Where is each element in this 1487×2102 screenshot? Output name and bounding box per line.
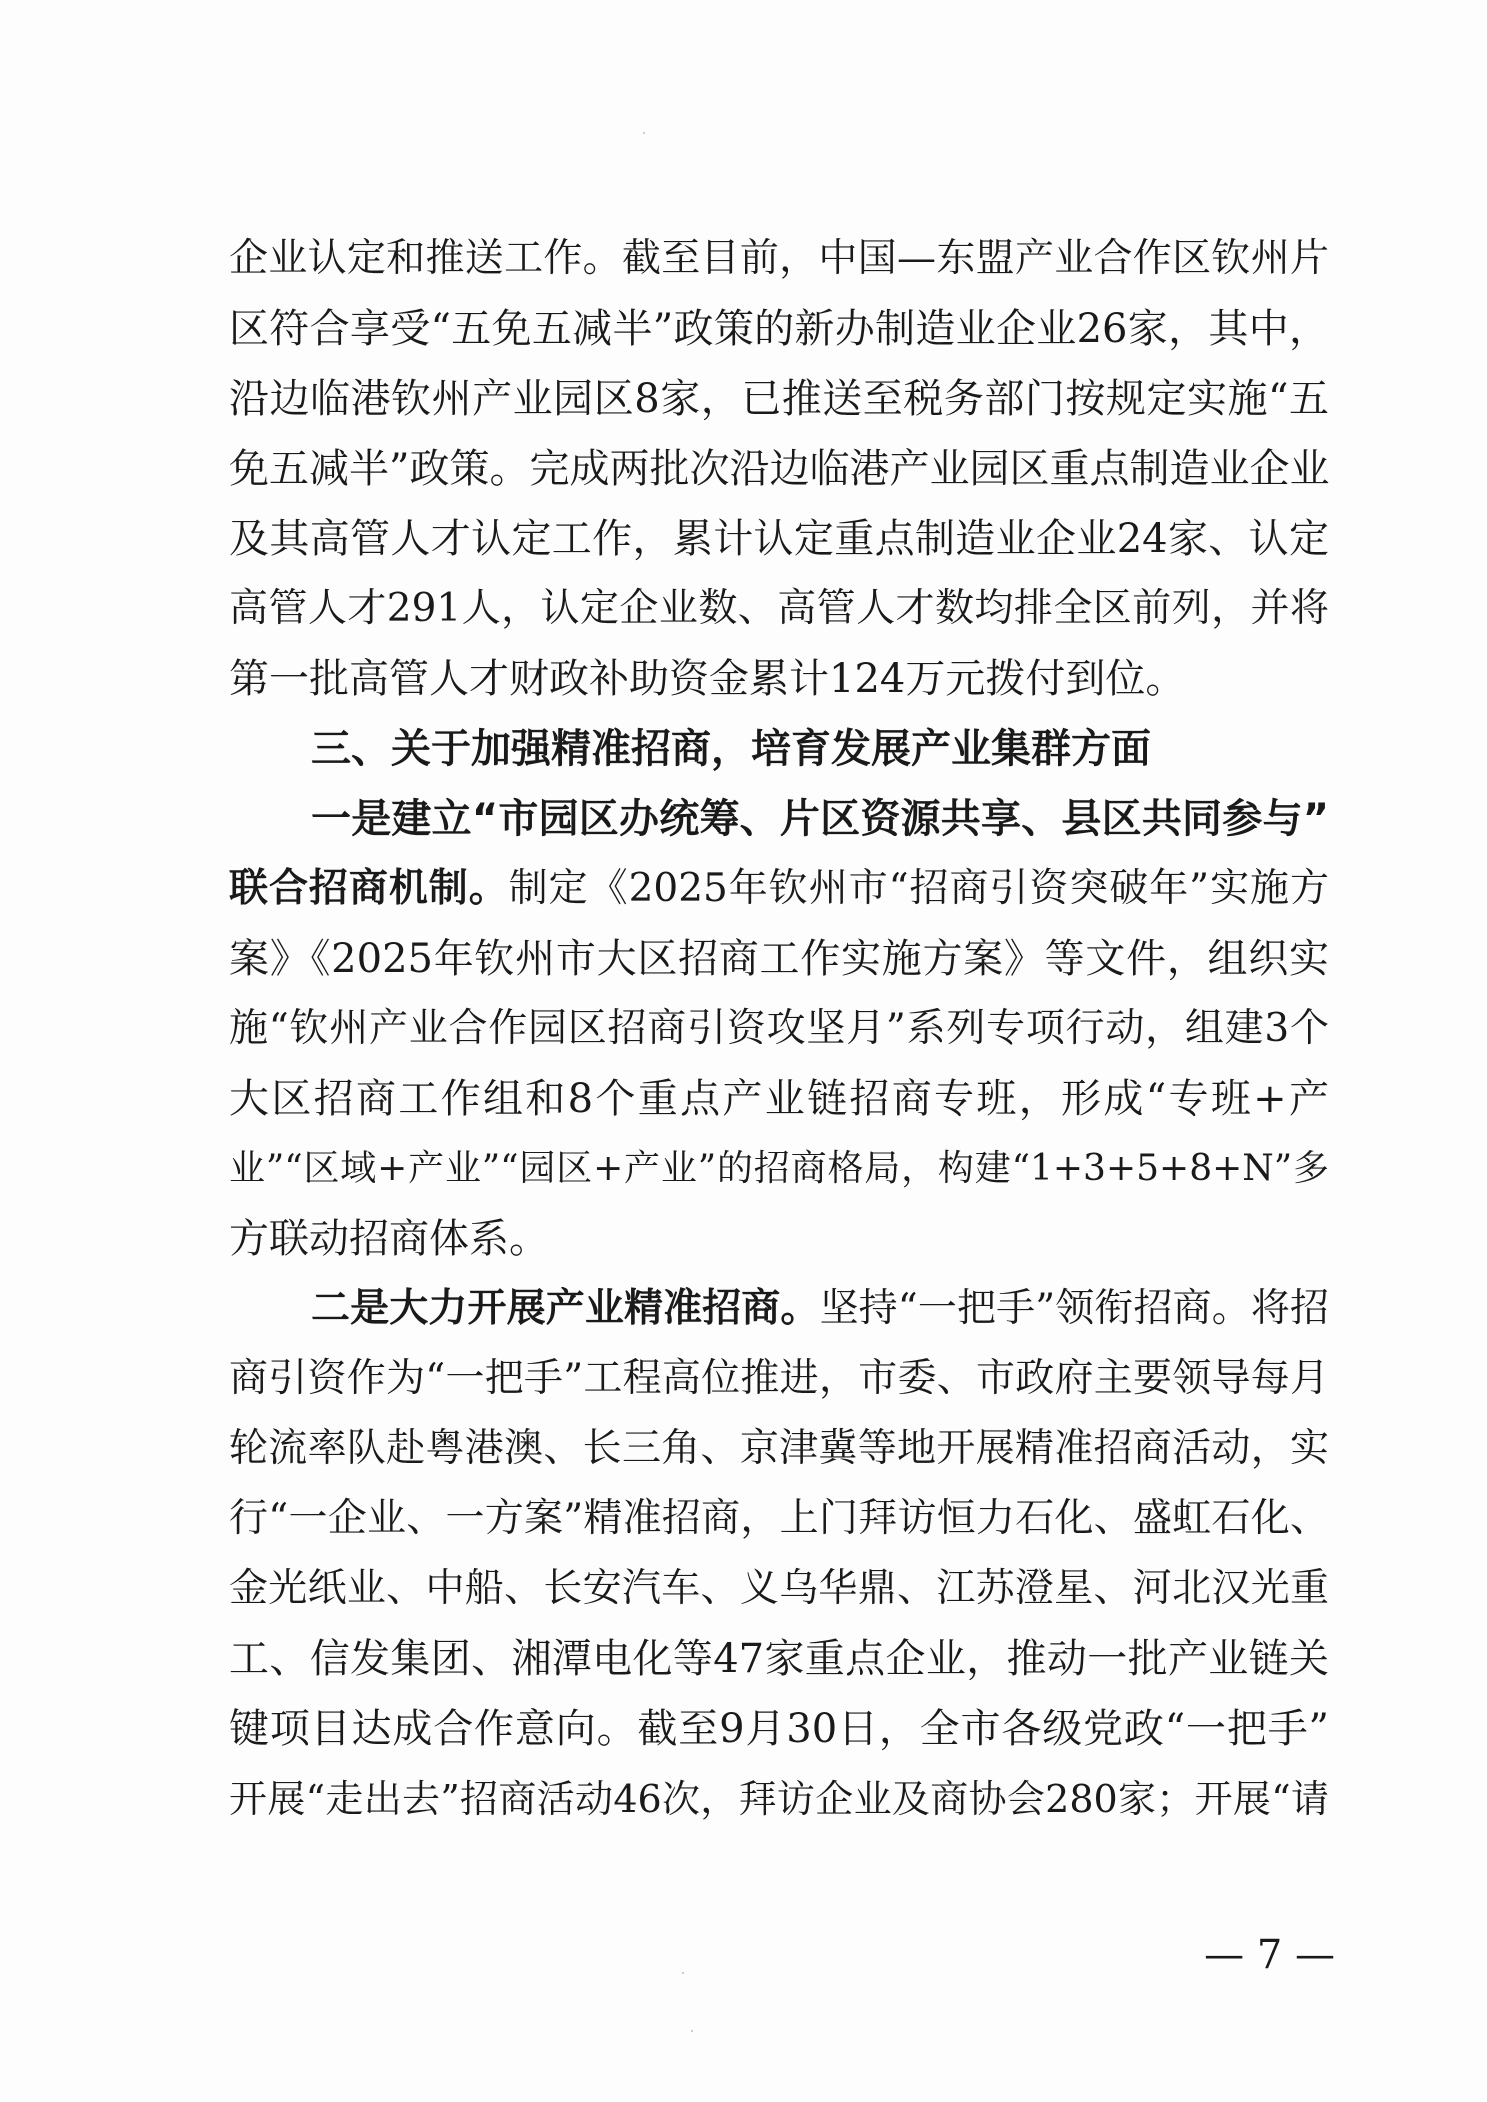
p2-line-2-rest: 制定《2025年钦州市“招商引资突破年”实施方 <box>508 866 1329 911</box>
p2-line-3: 案》《2025年钦州市大区招商工作实施方案》等文件，组织实 <box>229 936 1329 982</box>
p3-line-5: 金光纸业、中船、长安汽车、义乌华鼎、江苏澄星、河北汉光重 <box>229 1566 1329 1611</box>
p1-line-7: 第一批高管人才财政补助资金累计124万元拨付到位。 <box>229 656 1186 702</box>
p1-line-6: 高管人才291人，认定企业数、高管人才数均排全区前列，并将 <box>229 586 1329 631</box>
p3-line-7: 键项目达成合作意向。截至9月30日，全市各级党政“一把手” <box>229 1706 1329 1752</box>
p2-line-7: 方联动招商体系。 <box>229 1216 549 1262</box>
p2-line-2 <box>229 854 1329 924</box>
p3-line-2: 商引资作为“一把手”工程高位推进，市委、市政府主要领导每月 <box>229 1356 1329 1401</box>
p1-line-1: 企业认定和推送工作。截至目前，中国—东盟产业合作区钦州片 <box>229 236 1329 281</box>
scan-speck <box>682 1972 684 1974</box>
scan-speck <box>691 2030 693 2032</box>
p2-line-4: 施“钦州产业合作园区招商引资攻坚月”系列专项行动，组建3个 <box>229 1006 1329 1051</box>
section-heading: 三、关于加强精准招商，培育发展产业集群方面 <box>311 726 1151 772</box>
p3-line-3: 轮流率队赴粤港澳、长三角、京津冀等地开展精准招商活动，实 <box>229 1426 1329 1471</box>
p1-line-2: 区符合享受“五免五减半”政策的新办制造业企业26家，其中， <box>229 306 1329 352</box>
p3-lead-line <box>311 1274 1329 1344</box>
p1-line-5: 及其高管人才认定工作，累计认定重点制造业企业24家、认定 <box>229 516 1329 562</box>
p2-lead-line: 一是建立“市园区办统筹、片区资源共享、县区共同参与” <box>311 796 1329 842</box>
p3-line-8: 开展“走出去”招商活动46次，拜访企业及商协会280家；开展“请 <box>229 1777 1329 1821</box>
p2-line-5: 大区招商工作组和8个重点产业链招商专班，形成“专班+产 <box>229 1076 1329 1122</box>
scan-speck <box>643 132 645 134</box>
p3-line-6: 工、信发集团、湘潭电化等47家重点企业，推动一批产业链关 <box>229 1636 1329 1682</box>
p1-line-4: 免五减半”政策。完成两批次沿边临港产业园区重点制造业企业 <box>229 446 1330 492</box>
p2-line-2-bold: 联合招商机制。 <box>229 866 509 911</box>
page-number: — 7 — <box>1204 1932 1335 1978</box>
p3-line-4: 行“一企业、一方案”精准招商，上门拜访恒力石化、盛虹石化、 <box>229 1496 1329 1541</box>
p2-line-6: 业”“区域+产业”“园区+产业”的招商格局，构建“1+3+5+8+N”多 <box>229 1148 1329 1189</box>
p1-line-3: 沿边临港钦州产业园区8家，已推送至税务部门按规定实施“五 <box>229 376 1329 422</box>
p3-lead-rest: 坚持“一把手”领衔招商。将招 <box>819 1286 1329 1331</box>
p3-lead-bold: 二是大力开展产业精准招商。 <box>311 1286 820 1331</box>
